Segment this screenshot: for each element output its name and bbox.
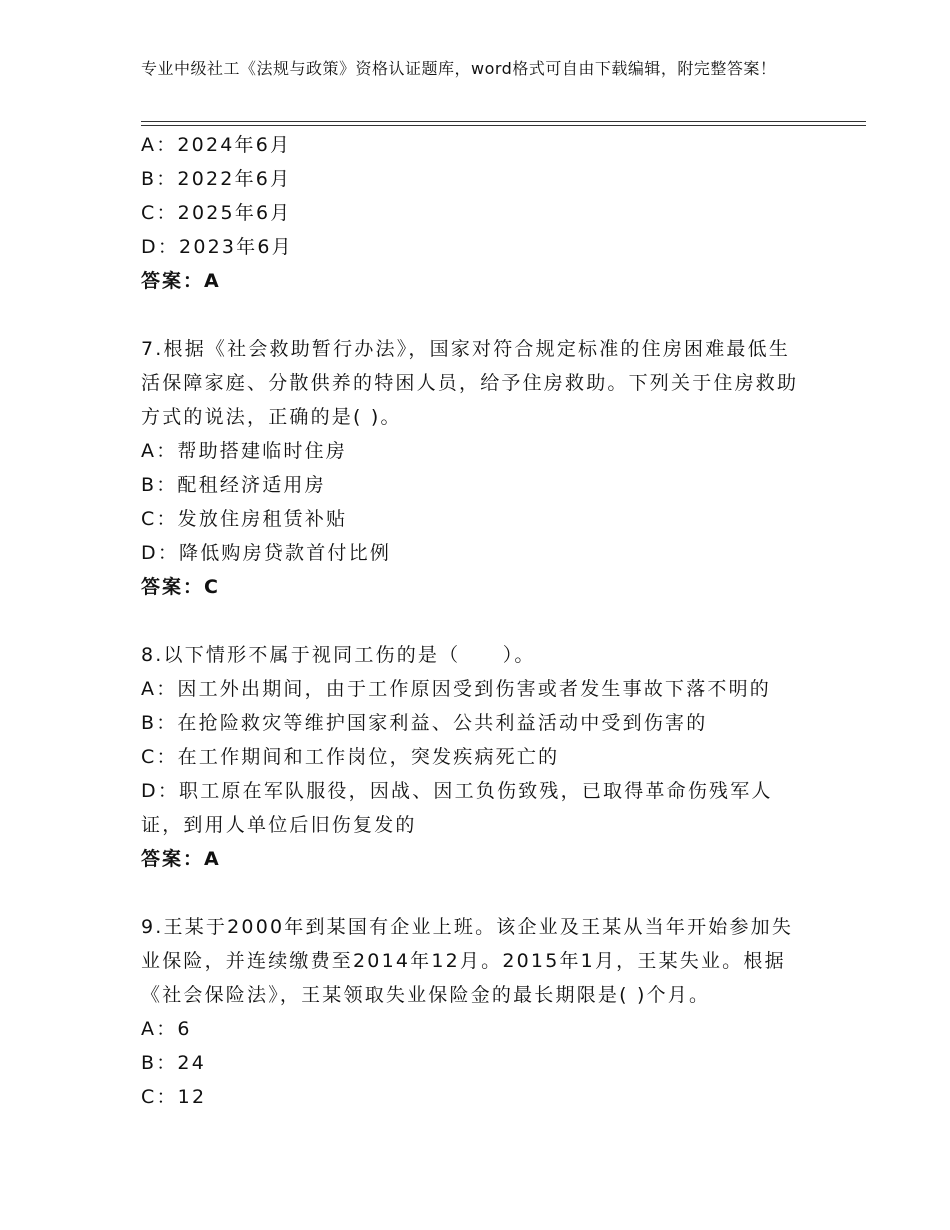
spacer [141,876,866,910]
answer-label: 答案：C [141,576,220,598]
question-text: 8.以下情形不属于视同工伤的是（ ）。 [141,644,536,666]
option-a: A：6 [141,1018,192,1040]
option-b: B：在抢险救灾等维护国家利益、公共利益活动中受到伤害的 [141,712,708,734]
option-c: C：12 [141,1086,207,1108]
option-a: A：因工外出期间，由于工作原因受到伤害或者发生事故下落不明的 [141,678,771,700]
spacer [141,298,866,332]
option-b: B：24 [141,1052,207,1074]
option-a: A：帮助搭建临时住房 [141,440,347,462]
option-d: D：职工原在军队服役，因战、因工负伤致残，已取得革命伤残军人证，到用人单位后旧伤复发的 [141,780,773,836]
question-6 [141,128,866,298]
header-divider-secondary [141,125,866,126]
question-7 [141,332,866,604]
question-list [141,128,866,1114]
question-text: 9.王某于2000年到某国有企业上班。该企业及王某从当年开始参加失业保险，并连续缴费至2014年12月。2015年1月，王某失业。根据《社会保险法》，王某领取失业保险金的最长期限是( )个月。 [141,916,794,1006]
option-c: C：在工作期间和工作岗位，突发疾病死亡的 [141,746,560,768]
question-8 [141,638,866,876]
answer-label: 答案：A [141,270,221,292]
document-header: 专业中级社工《法规与政策》资格认证题库，word格式可自由下载编辑，附完整答案！ [141,59,777,78]
question-9 [141,910,866,1114]
option-d: D：2023年6月 [141,236,293,258]
option-c: C：发放住房租赁补贴 [141,508,348,530]
option-a: A：2024年6月 [141,134,292,156]
spacer [141,604,866,638]
option-b: B：2022年6月 [141,168,292,190]
option-d: D：降低购房贷款首付比例 [141,542,392,564]
answer-label: 答案：A [141,848,221,870]
header-divider [141,121,866,122]
option-c: C：2025年6月 [141,202,292,224]
option-b: B：配租经济适用房 [141,474,326,496]
question-text: 7.根据《社会救助暂行办法》，国家对符合规定标准的住房困难最低生活保障家庭、分散供养的特困人员，给予住房救助。下列关于住房救助方式的说法，正确的是( )。 [141,338,799,428]
